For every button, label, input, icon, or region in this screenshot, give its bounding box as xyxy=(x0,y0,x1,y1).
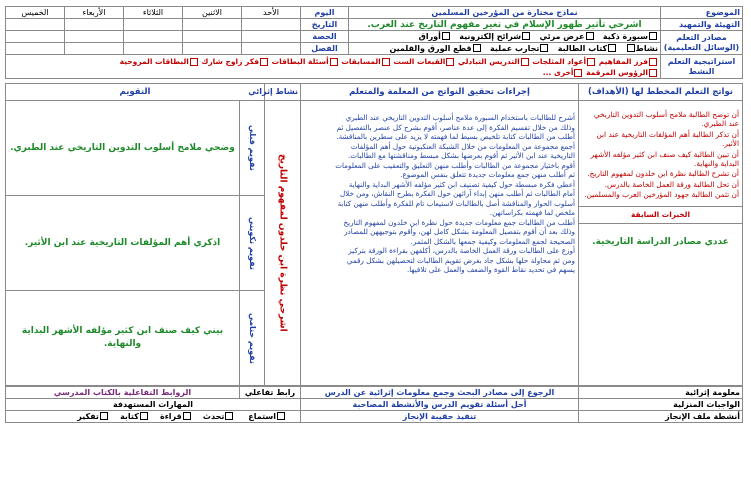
procedure-line: ملخص لما فهمته بكراساتهن. xyxy=(489,208,575,217)
resources-label-cell xyxy=(661,31,743,55)
procedure-line: أسلوب الحوار والمناقشة أصل بالطالبات لاستيعاب تام للفكرة وأطلب منهن كتابة xyxy=(337,198,575,208)
strategies-label: استراتيجية التعلم النشط xyxy=(661,55,743,79)
procedures-cell xyxy=(301,101,579,386)
strategy-option[interactable]: أسئلة البطاقات xyxy=(272,57,339,66)
activity-header: نشاط إثرائي xyxy=(265,84,301,101)
evaluation-formative-text: اذكري أهم المؤلفات التاريخية عند ابن الأثير. xyxy=(5,196,239,291)
date-cell xyxy=(242,19,301,31)
procedure-line: وذلك بعد أن أقوم بتفصيل المعلومة بشكل كامل لهن، وأقوم بتوجيههن للمصادر xyxy=(344,227,575,236)
strategy-option[interactable]: فكر زاوج شارك xyxy=(201,57,269,66)
resources-row-2 xyxy=(349,43,661,55)
procedure-line: يسهم في تحديد نقاط القوة والضعف والعمل على تلافيها. xyxy=(406,265,575,274)
header-table xyxy=(5,6,743,79)
objective-item: أن توضح الطالبة ملامح أسلوب التدوين التاريخي عند الطبري. xyxy=(593,110,739,129)
checkbox-icon[interactable] xyxy=(521,58,529,66)
topic-label: الموضوع xyxy=(661,7,743,19)
resources-sublabel: (الوسائل التعليمية) xyxy=(663,42,740,52)
procedure-line: أعطي فكرة مبسطة حول كيفية تصنيف ابن كثير مؤلفه الأشهر البداية والنهاية xyxy=(348,179,575,189)
date-label: التاريخ xyxy=(301,19,349,31)
strategy-option[interactable]: التدريس التبادلي xyxy=(458,57,530,66)
procedure-line: ثم أطلب منهن جمع معلومات جديدة تتعلق بنفس الموضوع. xyxy=(400,170,575,179)
prior-knowledge-value: عددي مصادر الدراسة التاريخية. xyxy=(579,223,742,247)
procedure-line: أجمع مجموعة من المعلومات من خلال الشبكة العنكبوتية حول أهم المؤلفات xyxy=(350,141,575,151)
objectives-header: نواتج التعلم المخطط لها (الأهداف) xyxy=(579,84,743,101)
checkbox-icon[interactable] xyxy=(649,58,657,66)
checkbox-icon[interactable] xyxy=(649,32,657,40)
evaluation-type-summative: تقويم ختامي xyxy=(248,312,257,364)
checkbox-icon[interactable] xyxy=(587,58,595,66)
strategy-option[interactable]: القبعات الست xyxy=(393,57,455,66)
procedure-line: أمام الطالبات ثم أطلب منهن إبداء آرائهن حول الفكرة بطرح النقاش، ومن خلال xyxy=(339,189,575,198)
strategy-option[interactable]: المسابقات xyxy=(341,57,390,66)
period-cell xyxy=(183,31,242,43)
lesson-plan-sheet xyxy=(6,6,743,478)
period-cell xyxy=(124,31,183,43)
enrich-value: الرجوع إلى مصادر البحث وجمع معلومات إثرائية عن الدرس xyxy=(301,387,579,399)
skill-option[interactable]: كتابة xyxy=(120,412,149,421)
day-monday: الاثنين xyxy=(183,7,242,19)
day-tuesday: الثلاثاء xyxy=(124,7,183,19)
day-thursday: الخميس xyxy=(6,7,65,19)
resource-textbook[interactable]: كتاب الطالبة xyxy=(558,44,617,53)
objective-item: أن تشرح الطالبة نظرة ابن خلدون لمفهوم التاريخ. xyxy=(587,169,739,179)
procedures-spacer xyxy=(304,103,575,113)
checkbox-icon[interactable] xyxy=(649,69,657,77)
checkbox-icon[interactable] xyxy=(540,44,548,52)
procedure-line: أطلب من الطالبات كتابة تلخيص بسيط لما فهمته لا يزيد على سطرين بالمناقشة. xyxy=(336,132,575,141)
checkbox-icon[interactable] xyxy=(446,58,454,66)
procedures-header: إجراءات تحقيق النواتج من المعلمة والمتعلم xyxy=(301,84,579,101)
resource-activity[interactable]: نشاط xyxy=(626,44,658,53)
class-cell xyxy=(242,43,301,55)
day-label: اليوم xyxy=(301,7,349,19)
procedure-line: أوزع على الطالبات ورقة العمل الخاصة بالدرس، أكلفهن بقراءة الورقة بتركيز xyxy=(348,246,575,255)
portfolio-label: أنشطة ملف الإنجاز xyxy=(579,411,743,423)
main-table xyxy=(5,83,743,386)
procedure-line: الصحيحة لجمع المعلومات وكيفية جمعها بالشكل المثمر. xyxy=(410,236,575,246)
checkbox-icon[interactable] xyxy=(442,32,450,40)
evaluation-type-cell xyxy=(240,196,265,291)
checkbox-icon[interactable] xyxy=(140,412,148,420)
procedure-line: التاريخية عند ابن الأثير ثم أقوم بعرضها بشكل مبسط ومناقشتها مع الطالبات. xyxy=(348,151,575,160)
checkbox-icon[interactable] xyxy=(574,69,582,77)
strategies-cell xyxy=(6,55,661,79)
evaluation-summative-text: بيني كيف صنف ابن كثير مؤلفه الأشهر البداية والنهاية. xyxy=(5,291,239,386)
checkbox-icon[interactable] xyxy=(330,58,338,66)
date-cell xyxy=(124,19,183,31)
checkbox-icon[interactable] xyxy=(225,412,233,420)
resource-video[interactable]: عرض مرئي xyxy=(539,32,594,41)
class-label: الفصل xyxy=(301,43,349,55)
period-cell xyxy=(242,31,301,43)
objectives-spacer xyxy=(582,103,739,109)
procedure-line: وذلك من خلال تقسيم الفكرة إلى عدة عناصر، أقوم بشرح كل عنصر بالتفصيل ثم xyxy=(336,122,575,132)
class-cell xyxy=(6,43,65,55)
links-label: رابط تفاعلي xyxy=(240,387,301,399)
checkbox-icon[interactable] xyxy=(277,412,285,420)
skill-option[interactable]: تحدث xyxy=(203,412,234,421)
evaluation-pre-text: وضحي ملامح أسلوب التدوين التاريخي عند الطبري. xyxy=(5,101,239,196)
skills-label: المهارات المستهدفة xyxy=(6,399,301,411)
objective-item: أن تبين الطالبة كيف صنف ابن كثير مؤلفه الأشهر البداية والنهاية. xyxy=(590,149,739,169)
skills-list xyxy=(6,411,301,423)
strategy-option[interactable]: أخرى ... xyxy=(543,68,584,77)
footer-table xyxy=(5,386,743,423)
checkbox-icon[interactable] xyxy=(586,32,594,40)
resource-experiments[interactable]: تجارب عملية xyxy=(490,44,549,53)
evaluation-type-cell xyxy=(240,291,265,386)
evaluation-type-cell xyxy=(240,101,265,196)
date-cell xyxy=(65,19,124,31)
date-cell xyxy=(183,19,242,31)
class-cell xyxy=(65,43,124,55)
strategy-option[interactable]: فرز المفاهيم xyxy=(599,57,658,66)
resources-label: مصادر التعلم xyxy=(676,32,727,42)
date-cell xyxy=(6,19,65,31)
checkbox-icon[interactable] xyxy=(608,44,616,52)
resource-paper-pens[interactable]: قطع الورق والقلمين xyxy=(389,44,481,53)
homework-label: الواجبات المنزلية xyxy=(579,399,743,411)
checkbox-icon[interactable] xyxy=(382,58,390,66)
enrich-label: معلومة إثرائية xyxy=(579,387,743,399)
procedure-line: أطلب من الطالبات جمع معلومات جديدة حول نظرة ابن خلدون لمفهوم التاريخ xyxy=(343,217,575,227)
portfolio-value: تنفيذ حقيبة الإنجاز xyxy=(301,411,579,423)
resource-papers[interactable]: أوراق xyxy=(419,32,451,41)
homework-value: أحل أسئلة تقويم الدرس والأنشطة المصاحبة xyxy=(301,399,579,411)
skill-option[interactable]: قراءة xyxy=(160,412,192,421)
evaluation-type-formative: تقويم تكويني xyxy=(248,216,257,270)
objective-item: أن تذكر الطالبة أهم المؤلفات التاريخية عند ابن الأثير. xyxy=(596,129,739,149)
class-cell xyxy=(183,43,242,55)
procedure-line: ومن ثم محاولة حلها بشكل جاد بغرض تقويم الطالبات لتحصيلهن بشكل رقمي xyxy=(346,255,575,265)
evaluation-type-pre: تقويم قبلي xyxy=(248,125,257,171)
period-cell xyxy=(65,31,124,43)
strategy-option[interactable]: الرؤوس المرقمة xyxy=(586,68,658,77)
intro-value: اشرحي تأثير ظهور الإسلام في تغير مفهوم التاريخ عند العرب. xyxy=(349,19,661,31)
class-cell xyxy=(124,43,183,55)
activity-text: اشرحي نظرة ابن خلدون لمفهوم التاريخ xyxy=(277,154,288,332)
objectives-cell xyxy=(579,101,743,386)
objective-item: أن تثمن الطالبة جهود المؤرخين العرب والمسلمين. xyxy=(584,190,739,200)
strategy-option[interactable]: البطاقات المروحية xyxy=(120,57,199,66)
resource-slides[interactable]: شرائح إلكترونية xyxy=(459,32,531,41)
strategy-option[interactable]: أعواد المثلجات xyxy=(532,57,596,66)
objective-item: أن تحل الطالبة ورقة العمل الخاصة بالدرس. xyxy=(604,179,739,189)
links-value: الروابط التفاعلية بالكتاب المدرسي xyxy=(6,387,240,399)
checkbox-icon[interactable] xyxy=(260,58,268,66)
day-wednesday: الأربعاء xyxy=(65,7,124,19)
checkbox-icon[interactable] xyxy=(190,58,198,66)
procedure-line: أشرح للطالبات باستخدام السبورة ملامح أسلوب التدوين التاريخي عند الطبري xyxy=(345,113,575,122)
skill-option[interactable]: تفكير xyxy=(77,412,109,421)
prior-knowledge-label: الخبرات السابقة xyxy=(579,206,742,219)
day-sunday: الأحد xyxy=(242,7,301,19)
resources-row-1 xyxy=(349,31,661,43)
resource-smartboard[interactable]: سبورة ذكية xyxy=(603,32,658,41)
activity-cell xyxy=(265,101,301,386)
evaluation-header: التقويم xyxy=(5,84,264,101)
period-cell xyxy=(6,31,65,43)
period-label: الحصة xyxy=(301,31,349,43)
procedure-line: أقوم باختيار مجموعة من الطالبات وأطلب منهن التعليق والتعقيب على المعلومات xyxy=(335,160,575,170)
intro-label: التهيئة والتمهيد xyxy=(661,19,743,31)
checkbox-icon[interactable] xyxy=(183,412,191,420)
skill-option[interactable]: استماع xyxy=(248,412,286,421)
checkbox-icon[interactable] xyxy=(627,44,635,52)
topic-value: نماذج مختارة من المؤرخين المسلمين xyxy=(349,7,661,19)
checkbox-icon[interactable] xyxy=(473,44,481,52)
checkbox-icon[interactable] xyxy=(100,412,108,420)
checkbox-icon[interactable] xyxy=(522,32,530,40)
